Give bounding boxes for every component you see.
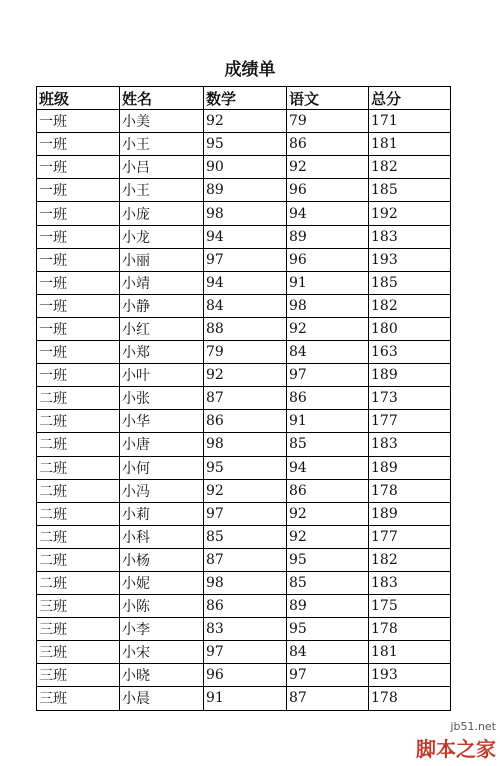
- cell-name: 小叶: [120, 364, 204, 387]
- cell-name: 小吕: [120, 156, 204, 179]
- table-row: [37, 595, 451, 618]
- cell-chinese: 96: [287, 179, 369, 202]
- cell-chinese: 92: [287, 156, 369, 179]
- header-row: [37, 87, 451, 110]
- cell-total: 177: [369, 525, 451, 548]
- cell-math: 88: [204, 317, 287, 340]
- page-title: 成绩单: [224, 60, 276, 80]
- table-row: [37, 110, 451, 133]
- cell-math: 91: [204, 687, 287, 710]
- table-row: [37, 364, 451, 387]
- cell-total: 183: [369, 433, 451, 456]
- cell-total: 189: [369, 364, 451, 387]
- cell-total: 182: [369, 548, 451, 571]
- cell-class: 三班: [37, 618, 120, 641]
- table-row: [37, 618, 451, 641]
- table-row: [37, 664, 451, 687]
- cell-name: 小妮: [120, 571, 204, 594]
- cell-name: 小莉: [120, 502, 204, 525]
- cell-chinese: 97: [287, 364, 369, 387]
- column-header-name: 姓名: [120, 87, 204, 110]
- cell-chinese: 89: [287, 225, 369, 248]
- cell-name: 小李: [120, 618, 204, 641]
- cell-chinese: 84: [287, 341, 369, 364]
- cell-class: 三班: [37, 664, 120, 687]
- table-row: [37, 294, 451, 317]
- cell-name: 小华: [120, 410, 204, 433]
- cell-chinese: 85: [287, 571, 369, 594]
- table-row: [37, 133, 451, 156]
- cell-class: 一班: [37, 202, 120, 225]
- cell-chinese: 84: [287, 641, 369, 664]
- table-row: [37, 248, 451, 271]
- cell-math: 83: [204, 618, 287, 641]
- column-header-total: 总分: [369, 87, 451, 110]
- table-row: [37, 456, 451, 479]
- cell-name: 小冯: [120, 479, 204, 502]
- cell-math: 92: [204, 364, 287, 387]
- cell-math: 95: [204, 456, 287, 479]
- cell-math: 98: [204, 571, 287, 594]
- table-row: [37, 525, 451, 548]
- table-row: [37, 156, 451, 179]
- cell-class: 一班: [37, 248, 120, 271]
- cell-class: 一班: [37, 110, 120, 133]
- cell-chinese: 95: [287, 618, 369, 641]
- cell-name: 小唐: [120, 433, 204, 456]
- table-row: [37, 502, 451, 525]
- cell-total: 180: [369, 317, 451, 340]
- cell-name: 小红: [120, 317, 204, 340]
- cell-name: 小美: [120, 110, 204, 133]
- cell-math: 86: [204, 410, 287, 433]
- cell-name: 小庞: [120, 202, 204, 225]
- table-row: [37, 687, 451, 710]
- cell-math: 98: [204, 433, 287, 456]
- cell-chinese: 86: [287, 479, 369, 502]
- column-header-class: 班级: [37, 87, 120, 110]
- cell-class: 二班: [37, 433, 120, 456]
- cell-total: 163: [369, 341, 451, 364]
- cell-class: 二班: [37, 387, 120, 410]
- table-row: [37, 479, 451, 502]
- cell-total: 177: [369, 410, 451, 433]
- cell-total: 181: [369, 133, 451, 156]
- cell-total: 189: [369, 502, 451, 525]
- cell-class: 二班: [37, 571, 120, 594]
- cell-chinese: 91: [287, 271, 369, 294]
- cell-math: 92: [204, 479, 287, 502]
- cell-chinese: 86: [287, 387, 369, 410]
- cell-math: 94: [204, 225, 287, 248]
- cell-chinese: 91: [287, 410, 369, 433]
- cell-name: 小科: [120, 525, 204, 548]
- cell-math: 97: [204, 502, 287, 525]
- cell-class: 一班: [37, 341, 120, 364]
- cell-chinese: 95: [287, 548, 369, 571]
- cell-total: 193: [369, 248, 451, 271]
- cell-class: 二班: [37, 502, 120, 525]
- column-header-math: 数学: [204, 87, 287, 110]
- column-header-chinese: 语文: [287, 87, 369, 110]
- cell-math: 94: [204, 271, 287, 294]
- cell-chinese: 94: [287, 456, 369, 479]
- cell-class: 二班: [37, 525, 120, 548]
- cell-chinese: 96: [287, 248, 369, 271]
- cell-math: 97: [204, 641, 287, 664]
- cell-math: 86: [204, 595, 287, 618]
- cell-class: 一班: [37, 364, 120, 387]
- cell-name: 小杨: [120, 548, 204, 571]
- cell-total: 178: [369, 618, 451, 641]
- cell-chinese: 89: [287, 595, 369, 618]
- cell-total: 189: [369, 456, 451, 479]
- cell-math: 98: [204, 202, 287, 225]
- cell-chinese: 92: [287, 502, 369, 525]
- cell-total: 178: [369, 479, 451, 502]
- cell-total: 178: [369, 687, 451, 710]
- cell-name: 小何: [120, 456, 204, 479]
- cell-chinese: 92: [287, 525, 369, 548]
- cell-math: 84: [204, 294, 287, 317]
- cell-total: 171: [369, 110, 451, 133]
- cell-math: 90: [204, 156, 287, 179]
- cell-class: 二班: [37, 410, 120, 433]
- cell-total: 173: [369, 387, 451, 410]
- cell-math: 79: [204, 341, 287, 364]
- cell-math: 85: [204, 525, 287, 548]
- cell-chinese: 94: [287, 202, 369, 225]
- cell-math: 96: [204, 664, 287, 687]
- table-row: [37, 341, 451, 364]
- cell-name: 小晓: [120, 664, 204, 687]
- cell-math: 87: [204, 387, 287, 410]
- cell-total: 181: [369, 641, 451, 664]
- table-row: [37, 179, 451, 202]
- cell-chinese: 79: [287, 110, 369, 133]
- watermark-brand: 脚本之家: [416, 737, 496, 761]
- cell-class: 一班: [37, 294, 120, 317]
- table-row: [37, 548, 451, 571]
- cell-name: 小陈: [120, 595, 204, 618]
- cell-class: 三班: [37, 641, 120, 664]
- cell-class: 三班: [37, 595, 120, 618]
- cell-chinese: 92: [287, 317, 369, 340]
- table-row: [37, 387, 451, 410]
- cell-class: 二班: [37, 548, 120, 571]
- cell-name: 小宋: [120, 641, 204, 664]
- cell-name: 小丽: [120, 248, 204, 271]
- cell-math: 89: [204, 179, 287, 202]
- grade-table: [36, 86, 451, 711]
- cell-total: 192: [369, 202, 451, 225]
- table-row: [37, 410, 451, 433]
- cell-class: 一班: [37, 156, 120, 179]
- cell-chinese: 86: [287, 133, 369, 156]
- cell-math: 92: [204, 110, 287, 133]
- cell-math: 97: [204, 248, 287, 271]
- cell-name: 小王: [120, 133, 204, 156]
- table-row: [37, 271, 451, 294]
- cell-total: 183: [369, 571, 451, 594]
- cell-class: 一班: [37, 225, 120, 248]
- cell-name: 小郑: [120, 341, 204, 364]
- cell-class: 二班: [37, 479, 120, 502]
- cell-name: 小龙: [120, 225, 204, 248]
- cell-class: 一班: [37, 179, 120, 202]
- table-row: [37, 433, 451, 456]
- cell-name: 小晨: [120, 687, 204, 710]
- cell-name: 小静: [120, 294, 204, 317]
- cell-chinese: 87: [287, 687, 369, 710]
- cell-total: 182: [369, 294, 451, 317]
- watermark-logo: [416, 720, 496, 762]
- cell-total: 183: [369, 225, 451, 248]
- cell-chinese: 85: [287, 433, 369, 456]
- cell-chinese: 98: [287, 294, 369, 317]
- cell-name: 小张: [120, 387, 204, 410]
- table-body: [37, 110, 451, 710]
- table-row: [37, 225, 451, 248]
- table-row: [37, 317, 451, 340]
- cell-total: 185: [369, 271, 451, 294]
- cell-total: 185: [369, 179, 451, 202]
- cell-total: 182: [369, 156, 451, 179]
- cell-name: 小王: [120, 179, 204, 202]
- cell-total: 193: [369, 664, 451, 687]
- cell-math: 95: [204, 133, 287, 156]
- cell-name: 小靖: [120, 271, 204, 294]
- watermark-url: jb51.net: [450, 720, 496, 733]
- cell-class: 一班: [37, 271, 120, 294]
- cell-class: 一班: [37, 133, 120, 156]
- cell-total: 175: [369, 595, 451, 618]
- cell-math: 87: [204, 548, 287, 571]
- table-row: [37, 641, 451, 664]
- table-row: [37, 202, 451, 225]
- table-header: [37, 87, 451, 110]
- cell-class: 一班: [37, 317, 120, 340]
- cell-class: 二班: [37, 456, 120, 479]
- table-row: [37, 571, 451, 594]
- cell-chinese: 97: [287, 664, 369, 687]
- cell-class: 三班: [37, 687, 120, 710]
